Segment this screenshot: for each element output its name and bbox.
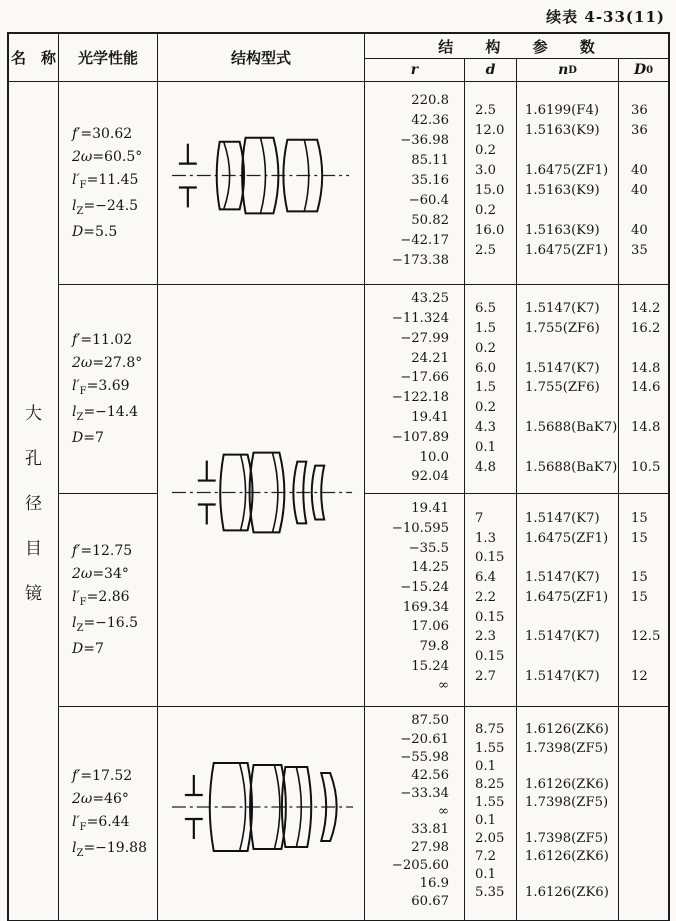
performance-line: f′=17.52: [72, 768, 133, 785]
d-value: 0.1: [475, 867, 496, 883]
d0-value: 14.8: [631, 419, 661, 435]
header-r: [365, 59, 465, 82]
d-value: 7.2: [475, 849, 496, 865]
nd-value: 1.6126(ZK6): [525, 885, 609, 901]
nd-value: 1.6126(ZK6): [525, 722, 609, 738]
r-value: 220.8: [411, 93, 449, 109]
r-value: ∞: [438, 678, 449, 694]
performance-line: $l_Z=-16.5$: [72, 615, 139, 634]
header-parameters: 结 构 参 数: [365, 34, 668, 59]
d0-value: [619, 830, 668, 848]
r-value: −15.24: [400, 579, 449, 595]
d-value: 15.0: [475, 183, 505, 199]
d0-value: [619, 757, 668, 775]
d0-value: [619, 201, 668, 221]
nd-value: 1.5147(K7): [525, 511, 600, 527]
nd-value: [517, 398, 618, 418]
r-value: 24.21: [411, 350, 449, 366]
name-character: 镜: [25, 583, 42, 603]
nd-value: 1.7398(ZF5): [525, 740, 609, 756]
lens-diagram-block-4: [158, 707, 365, 920]
header-d-symbol: d: [485, 62, 496, 78]
d0-value: 40: [631, 163, 648, 179]
r-value: 43.25: [411, 291, 449, 307]
nd-value: 1.6199(F4): [525, 103, 599, 119]
performance-line: f′=12.75: [72, 543, 133, 560]
header-name: 名 称: [9, 34, 59, 82]
d0-value: 14.2: [631, 301, 661, 317]
d-value: 1.5: [475, 380, 496, 396]
nd-column-block-2: [517, 285, 619, 494]
r-value: 169.34: [402, 599, 449, 615]
r-column-block-2: [365, 285, 465, 494]
header-d0-symbol: D: [633, 62, 647, 78]
r-column-block-1: [365, 82, 465, 285]
d-value: 0.15: [475, 550, 505, 566]
r-value: −36.98: [400, 133, 449, 149]
performance-line: 2ω=60.5°: [72, 149, 143, 166]
performance-line: D=7: [72, 429, 104, 446]
r-value: 85.11: [411, 153, 449, 169]
header-d0: [619, 59, 668, 82]
d-value: 1.55: [475, 794, 505, 810]
d-value: 0.1: [475, 439, 496, 455]
performance-line: $l_Z=-19.88$: [72, 840, 147, 859]
r-value: −35.5: [408, 540, 449, 556]
lens-data-table: [7, 32, 670, 921]
d-column-block-3: [465, 494, 517, 707]
d0-column-block-4: [619, 707, 668, 920]
d-value: 2.5: [475, 103, 496, 119]
performance-block-1: [59, 82, 158, 285]
d0-value: 15: [631, 530, 648, 546]
d0-value: [619, 721, 668, 739]
table-caption: 续表 4-33(11): [546, 8, 665, 26]
nd-value: 1.5163(K9): [525, 123, 600, 139]
performance-line: 2ω=27.8°: [72, 355, 143, 372]
r-value: −205.60: [391, 858, 449, 874]
nd-value: 1.5688(BaK7): [525, 419, 618, 435]
d-column-block-2: [465, 285, 517, 494]
nd-column-block-1: [517, 82, 619, 285]
d0-value: 36: [631, 103, 648, 119]
d-value: 0.1: [475, 812, 496, 828]
nd-value: 1.5147(K7): [525, 570, 600, 586]
nd-value: [517, 812, 618, 830]
nd-value: 1.6126(ZK6): [525, 849, 609, 865]
nd-value: [517, 647, 618, 667]
nd-value: 1.7398(ZF5): [525, 831, 609, 847]
d-value: 6.4: [475, 570, 496, 586]
r-value: 33.81: [411, 822, 449, 837]
r-value: 14.25: [411, 560, 449, 576]
r-value: 10.0: [419, 449, 449, 465]
d0-value: 10.5: [631, 459, 661, 475]
nd-value: 1.6126(ZK6): [525, 776, 609, 792]
r-value: 17.06: [411, 619, 449, 635]
d-value: 2.7: [475, 668, 496, 684]
performance-line: f′=30.62: [72, 126, 133, 143]
d-value: 0.2: [475, 340, 496, 356]
d0-value: [619, 739, 668, 757]
d-value: 0.15: [475, 648, 505, 664]
r-value: 16.9: [419, 876, 449, 892]
header-d0-subscript: 0: [646, 64, 654, 76]
nd-value: [517, 607, 618, 627]
d0-value: 12.5: [631, 629, 661, 645]
r-value: −20.61: [400, 731, 449, 747]
performance-line: $l_Z=-14.4$: [72, 404, 139, 423]
nd-value: 1.5147(K7): [525, 629, 600, 645]
nd-value: 1.6475(ZF1): [525, 589, 609, 605]
r-value: 60.67: [411, 894, 449, 910]
nd-value: 1.5147(K7): [525, 301, 600, 317]
d0-value: 15: [631, 511, 648, 527]
r-value: −11.324: [391, 311, 449, 327]
r-value: −60.4: [408, 193, 449, 209]
performance-line: $l'_F=2.86$: [72, 589, 130, 608]
d-column-block-4: [465, 707, 517, 920]
d-value: 0.1: [475, 758, 496, 774]
r-value: −17.66: [400, 370, 449, 386]
header-structure: 结构型式: [158, 34, 365, 82]
d-value: 2.05: [475, 831, 505, 847]
r-value: −33.34: [400, 785, 449, 801]
r-column-block-4: [365, 707, 465, 920]
d0-value: 15: [631, 570, 648, 586]
d-value: 8.75: [475, 722, 505, 738]
lens-diagram-block-1: [158, 82, 365, 285]
d0-value: 14.6: [631, 380, 661, 396]
d-value: 5.35: [475, 885, 505, 901]
d-value: 8.25: [475, 776, 505, 792]
performance-line: $l'_F=6.44$: [72, 814, 130, 833]
d0-value: 40: [631, 223, 648, 239]
r-value: −122.18: [391, 390, 449, 406]
header-r-symbol: r: [410, 62, 419, 78]
d0-value: [619, 884, 668, 902]
name-character: 径: [25, 493, 42, 513]
d-value: 6.0: [475, 360, 496, 376]
r-value: ∞: [438, 803, 449, 819]
performance-line: 2ω=46°: [72, 791, 129, 808]
d0-value: [619, 398, 668, 418]
d0-value: 12: [631, 668, 648, 684]
nd-value: [517, 201, 618, 221]
d-value: 4.3: [475, 419, 496, 435]
name-character: 目: [25, 538, 42, 558]
performance-line: $l_Z=-24.5$: [72, 198, 139, 217]
name-vertical: [9, 82, 59, 920]
nd-value: 1.6475(ZF1): [525, 163, 609, 179]
d-column-block-1: [465, 82, 517, 285]
d0-value: [619, 607, 668, 627]
d0-value: [619, 338, 668, 358]
r-value: 19.41: [411, 410, 449, 426]
r-value: 42.36: [411, 113, 449, 129]
d0-value: [619, 848, 668, 866]
r-value: 42.56: [411, 767, 449, 783]
d-value: 2.2: [475, 589, 496, 605]
d-value: 1.55: [475, 740, 505, 756]
nd-value: 1.755(ZF6): [525, 320, 600, 336]
d0-value: 16.2: [631, 320, 661, 336]
d0-value: [619, 437, 668, 457]
r-value: −55.98: [400, 749, 449, 765]
r-column-block-3: [365, 494, 465, 707]
nd-value: [517, 548, 618, 568]
d-value: 1.5: [475, 320, 496, 336]
d-value: 0.2: [475, 203, 496, 219]
nd-value: 1.6475(ZF1): [525, 243, 609, 259]
header-d: [465, 59, 517, 82]
d0-value: 36: [631, 123, 648, 139]
d0-value: 14.8: [631, 360, 661, 376]
lens-cross-section-icon: [158, 82, 364, 284]
d0-value: [619, 141, 668, 161]
d0-value: [619, 548, 668, 568]
d-value: 2.5: [475, 243, 496, 259]
r-value: −42.17: [400, 233, 449, 249]
nd-value: 1.5688(BaK7): [525, 459, 618, 475]
nd-value: [517, 757, 618, 775]
performance-line: D=5.5: [72, 223, 118, 240]
r-value: 92.04: [411, 469, 449, 485]
name-character: 大: [25, 403, 42, 423]
header-performance: 光学性能: [59, 34, 158, 82]
nd-value: 1.5163(K9): [525, 183, 600, 199]
d-value: 2.3: [475, 629, 496, 645]
d0-value: [619, 775, 668, 793]
d-value: 3.0: [475, 163, 496, 179]
d-value: 12.0: [475, 123, 505, 139]
nd-value: 1.6475(ZF1): [525, 530, 609, 546]
nd-value: 1.5163(K9): [525, 223, 600, 239]
r-value: −173.38: [391, 253, 449, 269]
d0-column-block-1: [619, 82, 668, 285]
nd-value: 1.5147(K7): [525, 668, 600, 684]
nd-value: [517, 338, 618, 358]
r-value: 35.16: [411, 173, 449, 189]
header-nd-subscript: D: [568, 64, 577, 76]
d0-value: 40: [631, 183, 648, 199]
header-nd-symbol: n: [558, 62, 569, 78]
nd-value: [517, 141, 618, 161]
d0-value: [619, 812, 668, 830]
r-value: 79.8: [419, 639, 449, 655]
performance-line: f′=11.02: [72, 332, 133, 349]
r-value: −27.99: [400, 330, 449, 346]
performance-line: 2ω=34°: [72, 566, 129, 583]
lens-diagram-blocks-2-3: [158, 285, 365, 707]
nd-value: [517, 437, 618, 457]
d-value: 7: [475, 511, 484, 527]
d0-value: [619, 866, 668, 884]
performance-block-2: [59, 285, 158, 494]
name-character: 孔: [25, 448, 42, 468]
r-value: 19.41: [411, 501, 449, 517]
performance-line: $l'_F=11.45$: [72, 172, 139, 191]
r-value: 50.82: [411, 213, 449, 229]
nd-column-block-3: [517, 494, 619, 707]
r-value: 27.98: [411, 840, 449, 856]
performance-block-4: [59, 707, 158, 920]
nd-value: [517, 866, 618, 884]
d0-value: 15: [631, 589, 648, 605]
d-value: 6.5: [475, 301, 496, 317]
d-value: 4.8: [475, 459, 496, 475]
d-value: 16.0: [475, 223, 505, 239]
performance-block-3: [59, 494, 158, 707]
nd-column-block-4: [517, 707, 619, 920]
d0-value: [619, 647, 668, 667]
d-value: 1.3: [475, 530, 496, 546]
d0-column-block-3: [619, 494, 668, 707]
lens-cross-section-icon: [158, 285, 364, 706]
header-nd: [517, 59, 619, 82]
r-value: −10.595: [391, 520, 449, 536]
nd-value: 1.755(ZF6): [525, 380, 600, 396]
r-value: 15.24: [411, 658, 449, 674]
performance-line: $l'_F=3.69$: [72, 378, 130, 397]
performance-line: D=7: [72, 640, 104, 657]
d-value: 0.2: [475, 400, 496, 416]
nd-value: 1.5147(K7): [525, 360, 600, 376]
r-value: −107.89: [391, 429, 449, 445]
lens-cross-section-icon: [158, 707, 364, 920]
d0-value: [619, 793, 668, 811]
d-value: 0.15: [475, 609, 505, 625]
d-value: 0.2: [475, 143, 496, 159]
nd-value: 1.7398(ZF5): [525, 794, 609, 810]
d0-column-block-2: [619, 285, 668, 494]
r-value: 87.50: [411, 713, 449, 729]
d0-value: 35: [631, 243, 648, 259]
